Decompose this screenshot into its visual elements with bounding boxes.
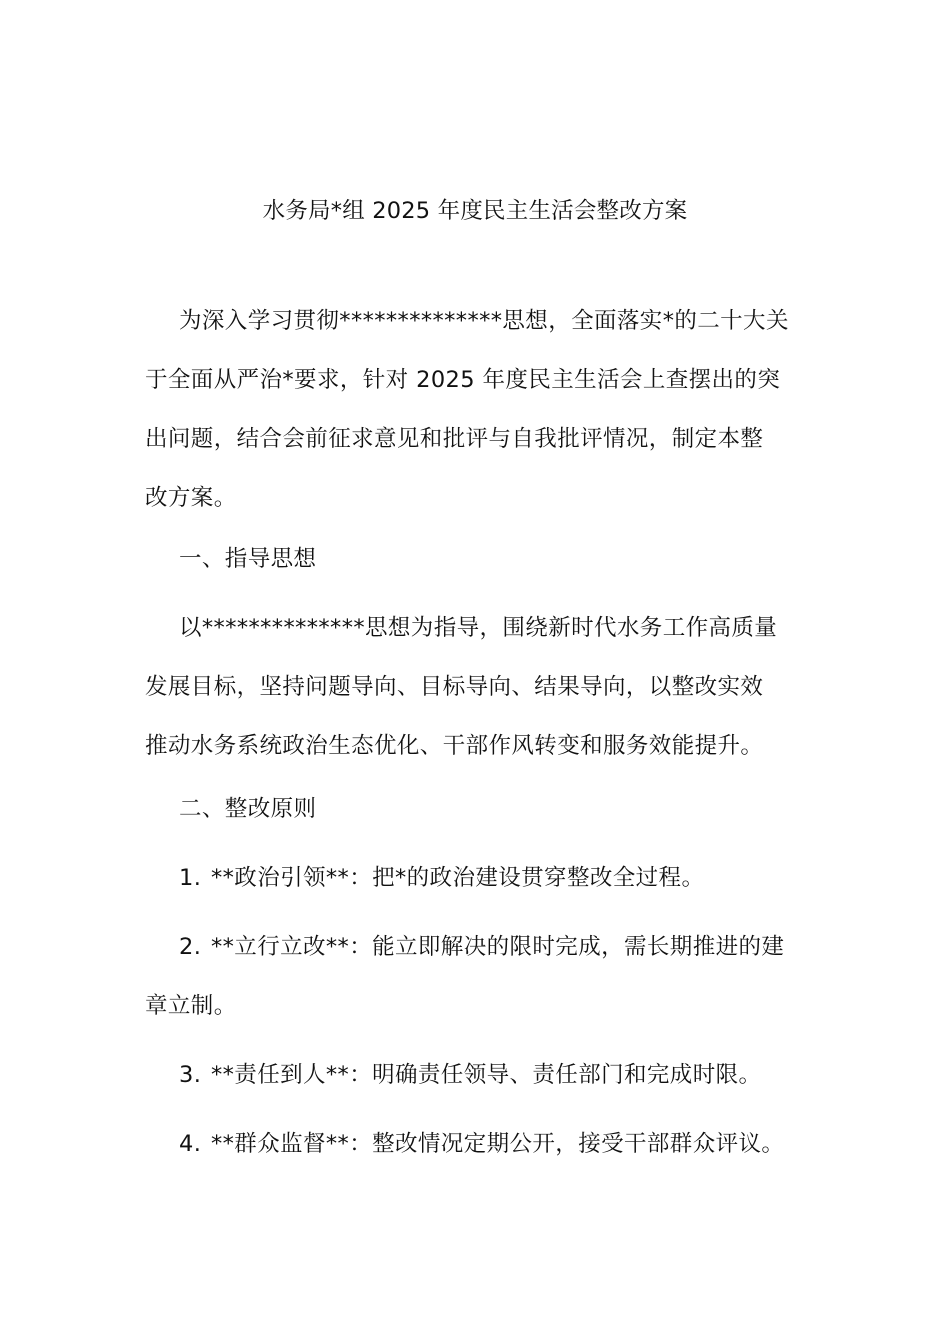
section-guiding-thought: [145, 530, 810, 776]
intro-paragraph: [145, 292, 810, 528]
intro-line: 于全面从严治*要求，针对 2025 年度民主生活会上查摆出的突: [145, 367, 781, 393]
intro-line: 改方案。: [145, 485, 237, 511]
item-continuation: 章立制。: [145, 993, 237, 1019]
section-line: 发展目标，坚持问题导向、目标导向、结果导向，以整改实效: [145, 674, 764, 700]
intro-line: 出问题，结合会前征求意见和批评与自我批评情况，制定本整: [145, 426, 764, 452]
intro-line: 为深入学习贯彻**************思想，全面落实*的二十大关: [179, 308, 789, 334]
item-text: **群众监督**：整改情况定期公开，接受干部群众评议。: [211, 1131, 785, 1157]
item-text: **政治引领**：把*的政治建设贯穿整改全过程。: [211, 865, 705, 891]
item-text: **立行立改**：能立即解决的限时完成，需长期推进的建: [211, 934, 785, 960]
section-principles: [145, 780, 810, 1174]
section-heading: 二、整改原则: [179, 796, 317, 822]
item-text: **责任到人**：明确责任领导、责任部门和完成时限。: [211, 1062, 762, 1088]
item-number: 1.: [179, 865, 202, 891]
item-number: 4.: [179, 1131, 202, 1157]
section-heading: 一、指导思想: [179, 546, 317, 572]
list-item: [145, 849, 810, 918]
document-title: 水务局*组 2025 年度民主生活会整改方案: [262, 198, 688, 224]
item-number: 2.: [179, 934, 202, 960]
section-line: 以**************思想为指导，围绕新时代水务工作高质量: [179, 615, 778, 641]
list-item: [145, 918, 810, 977]
list-item: [145, 1115, 810, 1174]
item-number: 3.: [179, 1062, 202, 1088]
list-item: [145, 1046, 810, 1115]
section-line: 推动水务系统政治生态优化、干部作风转变和服务效能提升。: [145, 733, 764, 759]
